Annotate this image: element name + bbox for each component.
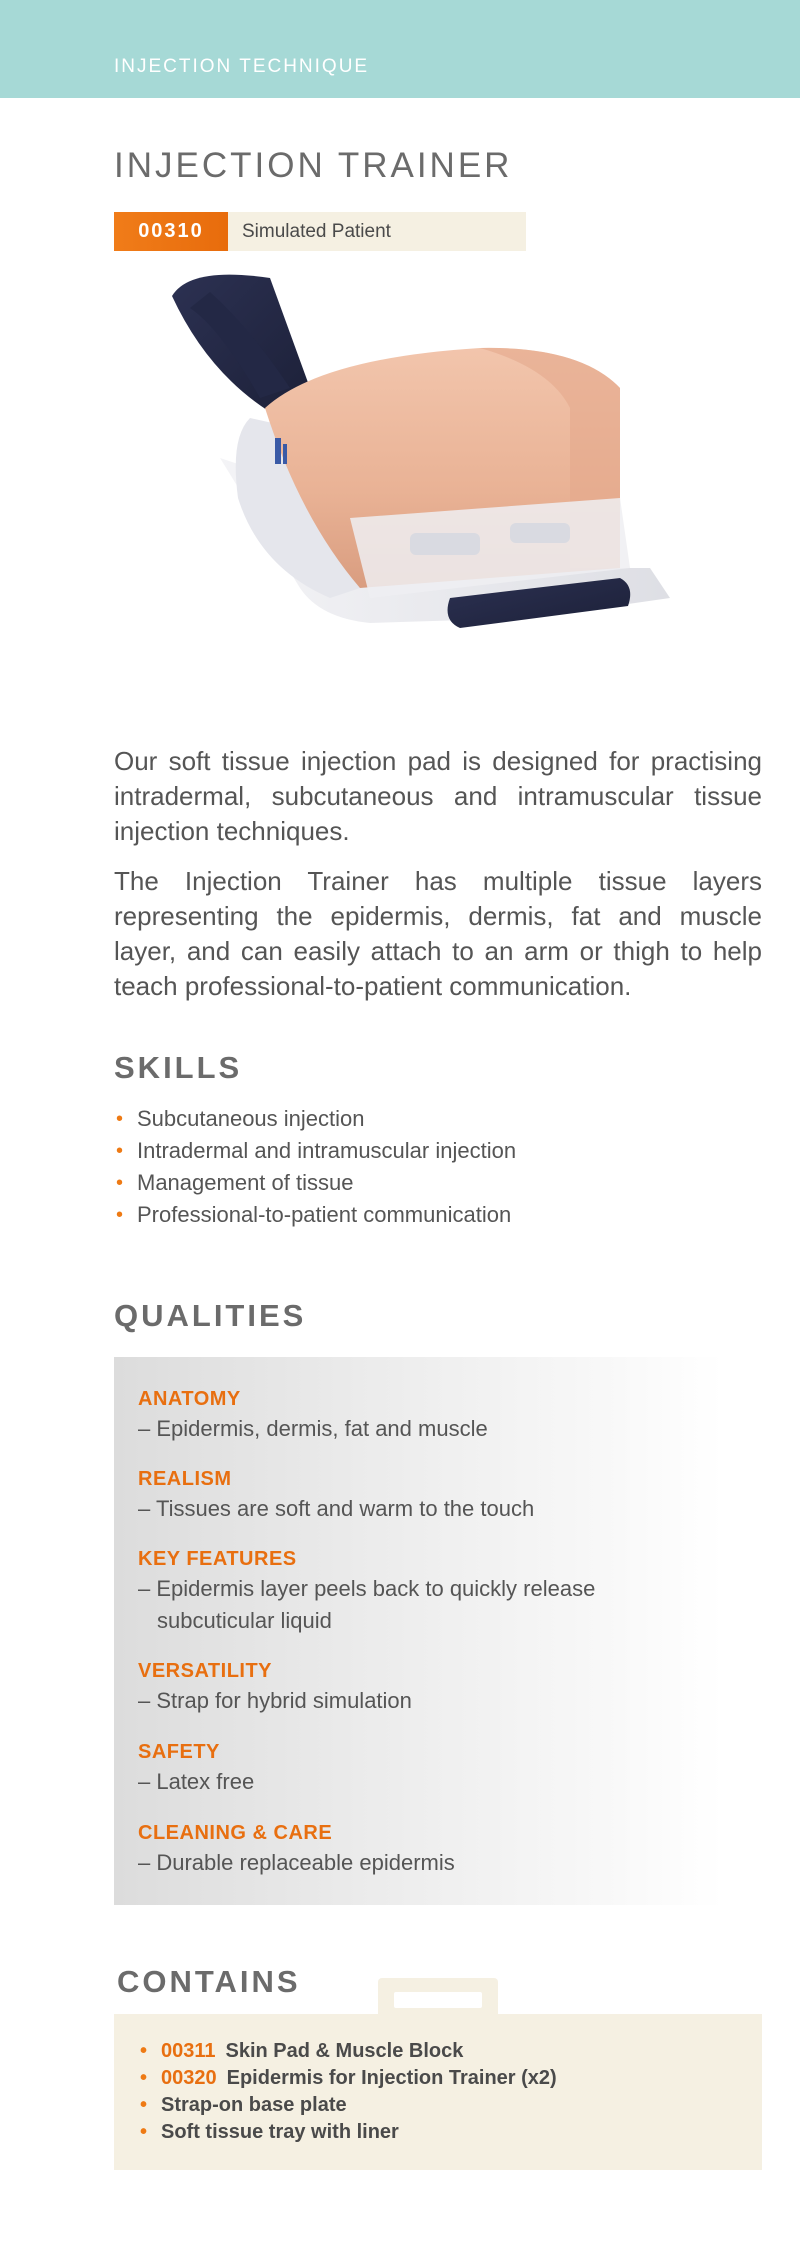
item-label: Epidermis for Injection Trainer (x2) <box>226 2067 557 2089</box>
quality-title: CLEANING & CARE <box>138 1822 333 1844</box>
description-paragraph-1: Our soft tissue injection pad is designed for practising intradermal, subcutaneous and intramuscular tissue injection techniques. <box>114 746 762 846</box>
contains-heading: CONTAINS <box>117 1964 301 1999</box>
qualities-heading: QUALITIES <box>114 1298 307 1333</box>
list-item: • Professional-to-patient communication <box>114 1199 516 1231</box>
product-tag: Simulated Patient <box>228 212 526 251</box>
bullet-icon: • <box>140 2040 148 2062</box>
item-code: 00311 <box>161 2040 216 2062</box>
quality-item <box>138 1738 254 1798</box>
quality-item <box>138 1819 455 1879</box>
quality-desc: – Strap for hybrid simulation <box>138 1688 412 1713</box>
quality-title: KEY FEATURES <box>138 1548 297 1570</box>
product-code-row <box>114 212 526 251</box>
quality-title: REALISM <box>138 1468 232 1490</box>
item-label: Soft tissue tray with liner <box>161 2121 399 2143</box>
contains-panel <box>114 2014 762 2170</box>
bullet-icon: • <box>140 2094 148 2116</box>
quality-desc: – Durable replaceable epidermis <box>138 1850 455 1875</box>
item-code: 00320 <box>161 2067 217 2089</box>
skills-heading: SKILLS <box>114 1050 243 1085</box>
contains-list <box>138 2038 557 2146</box>
bullet-icon: • <box>140 2121 148 2143</box>
quality-desc: – Latex free <box>138 1769 255 1794</box>
section-label: INJECTION TECHNIQUE <box>114 56 370 77</box>
quality-title: SAFETY <box>138 1741 220 1763</box>
list-item: • Subcutaneous injection <box>114 1103 516 1135</box>
item-label: Skin Pad & Muscle Block <box>225 2040 464 2062</box>
bullet-icon: • <box>116 1140 124 1162</box>
quality-title: VERSATILITY <box>138 1660 273 1682</box>
header-band <box>0 0 800 98</box>
list-item <box>138 2065 557 2092</box>
quality-item <box>138 1657 412 1717</box>
box-handle-icon <box>378 1978 498 2014</box>
list-item: • Management of tissue <box>114 1167 516 1199</box>
page-title: INJECTION TRAINER <box>114 146 513 185</box>
list-item: • Intradermal and intramuscular injection <box>114 1135 516 1167</box>
quality-desc: – Epidermis layer peels back to quickly release subcuticular liquid <box>138 1576 596 1633</box>
list-item <box>138 2119 557 2146</box>
bullet-icon: • <box>116 1204 124 1226</box>
product-code-badge: 00310 <box>114 212 228 251</box>
list-item <box>138 2092 557 2119</box>
description-paragraph-2: The Injection Trainer has multiple tissue layers representing the epidermis, dermis, fat and muscle layer, and can easily attach to an arm or thigh to help teach professional-to-patient communication. <box>114 866 762 1001</box>
list-item <box>138 2038 557 2065</box>
quality-item <box>138 1385 488 1445</box>
quality-desc: – Epidermis, dermis, fat and muscle <box>138 1416 488 1441</box>
bullet-icon: • <box>116 1172 124 1194</box>
quality-desc: – Tissues are soft and warm to the touch <box>138 1496 535 1521</box>
quality-title: ANATOMY <box>138 1388 241 1410</box>
injection-trainer-photo <box>150 268 690 658</box>
quality-item <box>138 1545 595 1637</box>
quality-item <box>138 1465 534 1525</box>
bullet-icon: • <box>116 1108 124 1130</box>
qualities-panel <box>114 1357 724 1905</box>
skills-list <box>114 1103 516 1231</box>
bullet-icon: • <box>140 2067 148 2089</box>
item-label: Strap-on base plate <box>161 2094 347 2116</box>
